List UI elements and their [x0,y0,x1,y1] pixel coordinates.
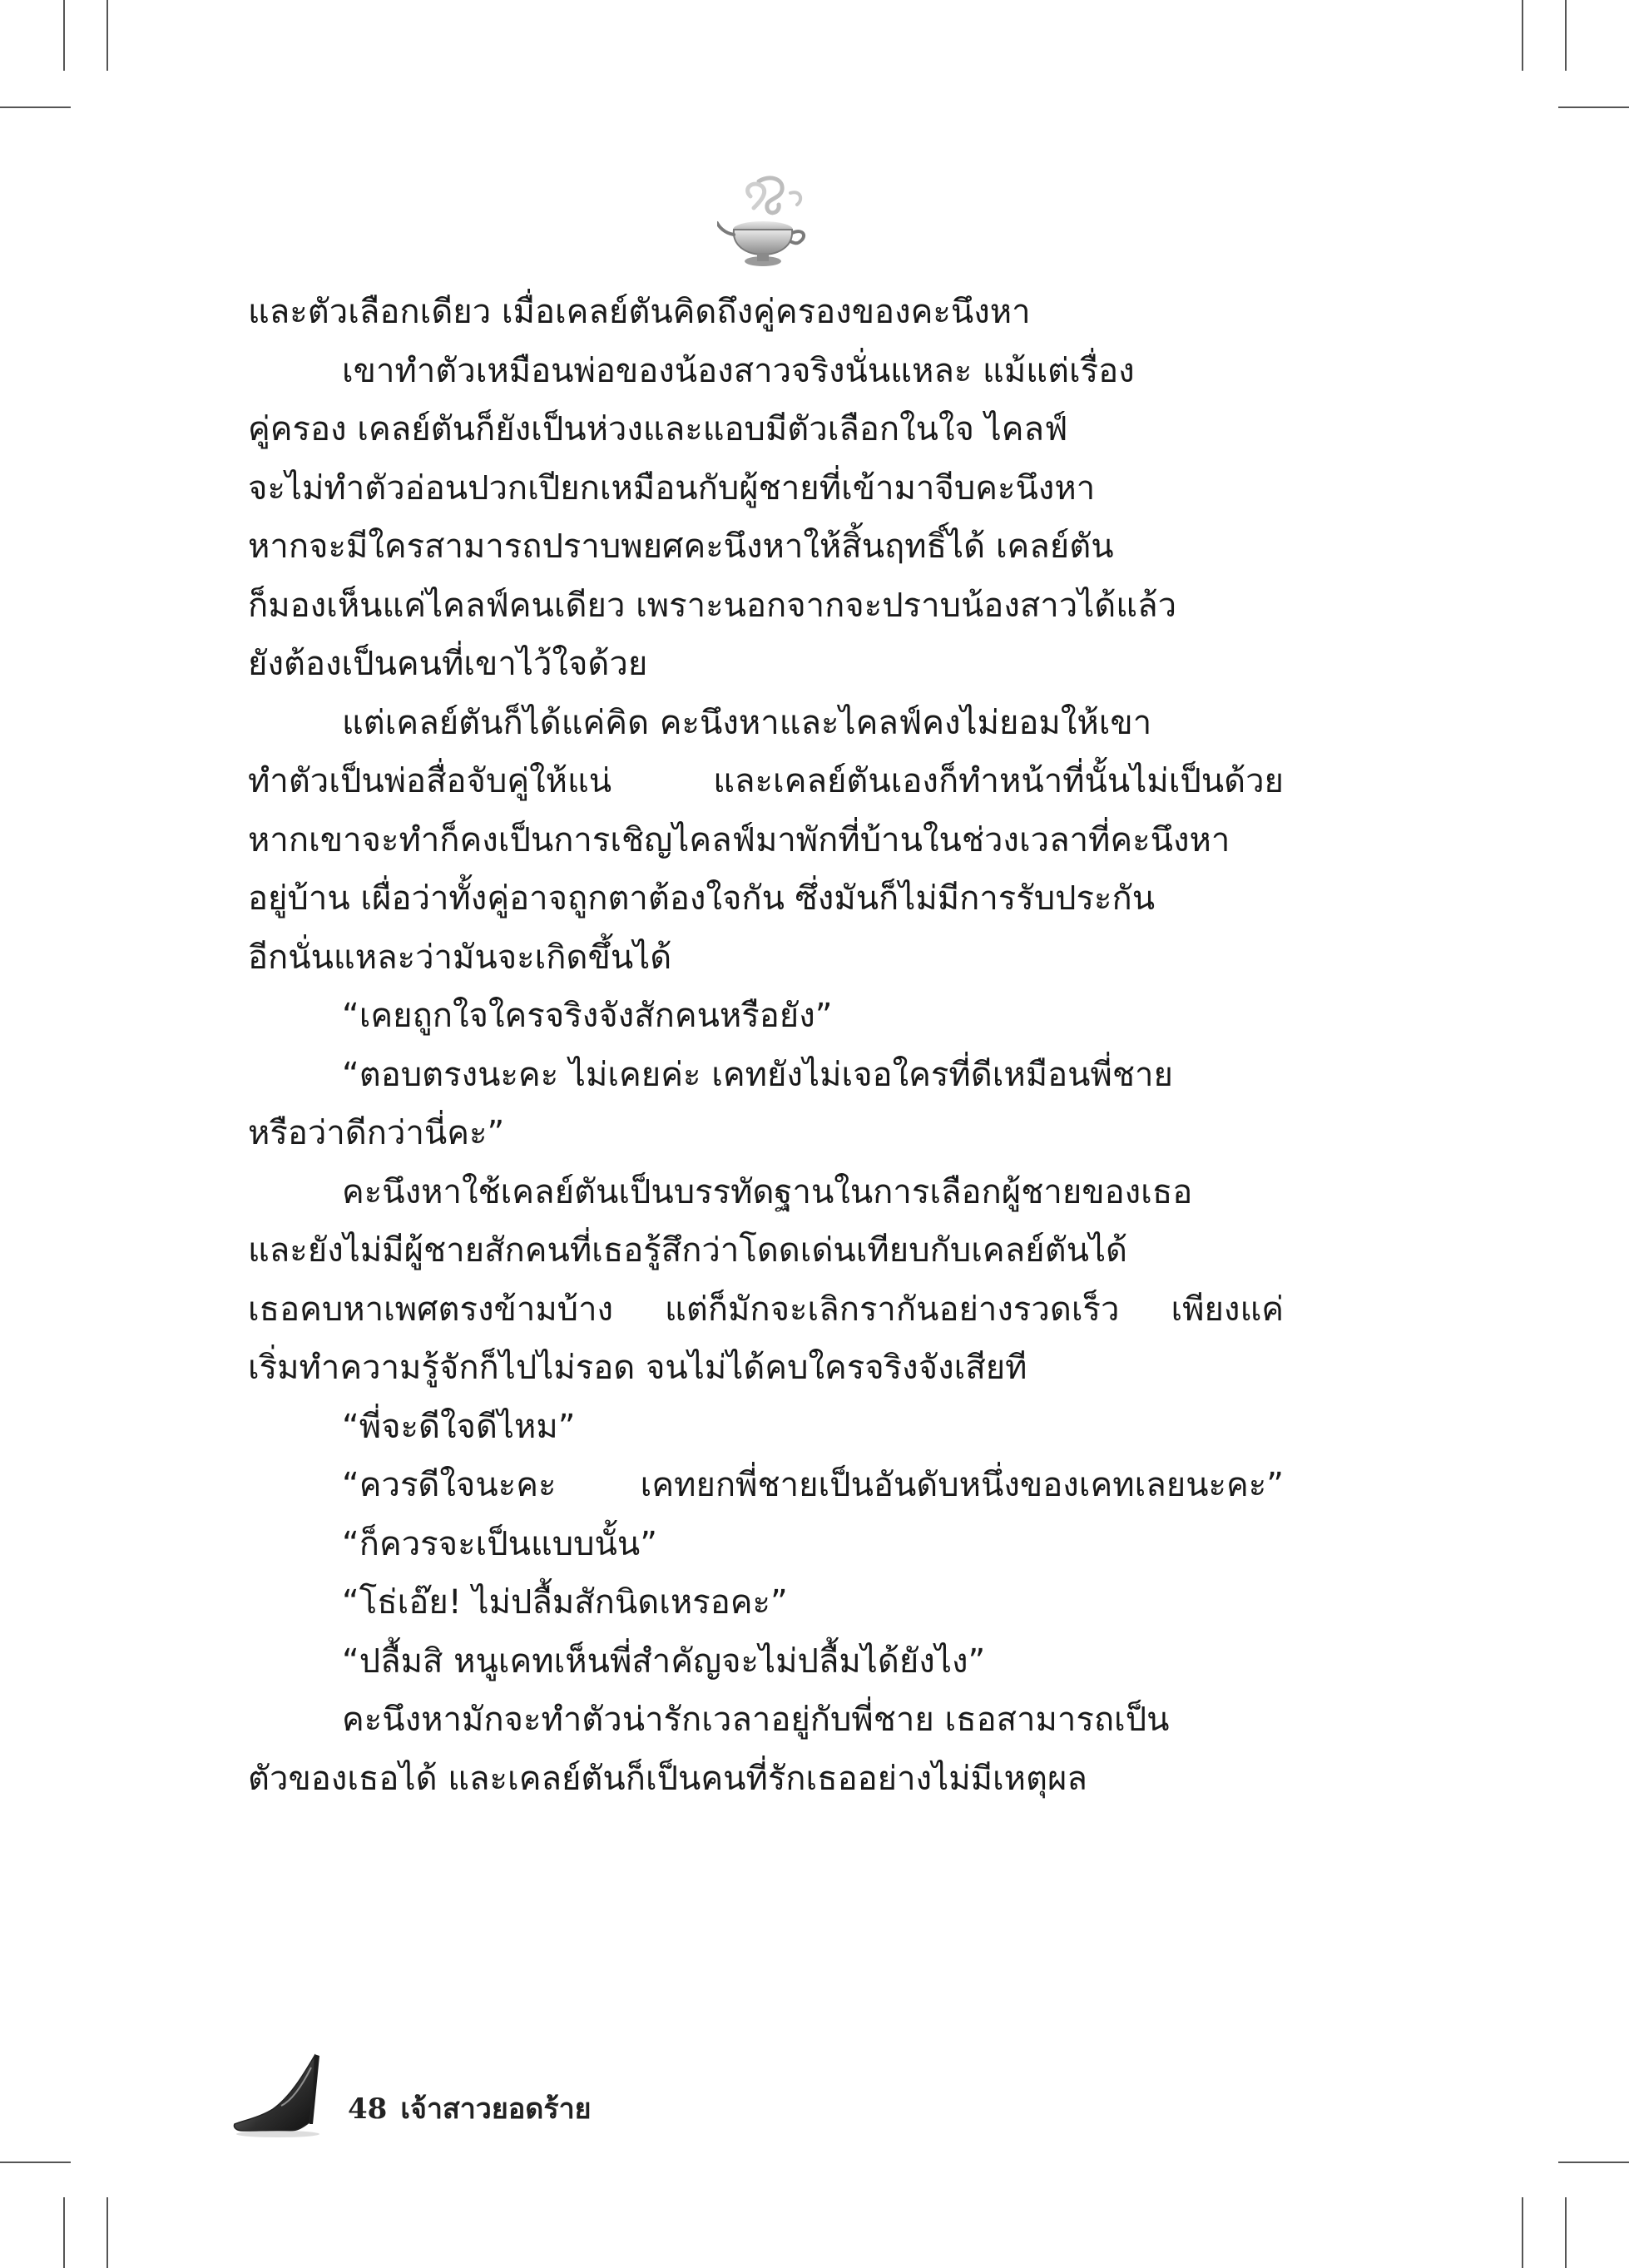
genie-lamp-icon [717,175,809,270]
crop-mark [63,2197,65,2268]
text-line: “ควรดีใจนะคะ เคทยกพี่ชายเป็นอันดับหนึ่งของเคทเลยนะคะ” [342,1466,1284,1504]
text-line: “ปลื้มสิ หนูเคทเห็นพี่สำคัญจะไม่ปลื้มได้ยังไง” [342,1642,986,1681]
text-line: คะนึงหาใช้เคลย์ตันเป็นบรรทัดฐานในการเลือกผู้ชายของเธอ [342,1172,1193,1211]
text-line: อีกนั่นแหละว่ามันจะเกิดขึ้นได้ [248,938,672,977]
text-line: “เคยถูกใจใครจริงจังสักคนหรือยัง” [342,997,833,1035]
text-line: เขาทำตัวเหมือนพ่อของน้องสาวจริงนั่นแหละ แม้แต่เรื่อง [342,351,1135,390]
text-line: เริ่มทำความรู้จักก็ไปไม่รอด จนไม่ได้คบใครจริงจังเสียที [248,1349,1027,1387]
text-line: “ก็ควรจะเป็นแบบนั้น” [342,1524,657,1563]
crop-mark [0,2162,71,2163]
text-line: หากจะมีใครสามารถปราบพยศคะนึงหาให้สิ้นฤทธิ์ได้ เคลย์ตัน [248,527,1114,566]
text-line: อยู่บ้าน เผื่อว่าทั้งคู่อาจถูกตาต้องใจกัน ซึ่งมันก็ไม่มีการรับประกัน [248,879,1156,918]
text-line: คู่ครอง เคลย์ตันก็ยังเป็นห่วงและแอบมีตัวเลือกในใจ ไคลฟ์ [248,410,1068,448]
crop-mark [1565,0,1567,71]
text-line: ยังต้องเป็นคนที่เขาไว้ใจด้วย [248,645,648,683]
crop-mark [1558,2162,1629,2163]
book-title: เจ้าสาวยอดร้าย [400,2092,592,2126]
text-line: ก็มองเห็นแค่ไคลฟ์คนเดียว เพราะนอกจากจะปราบน้องสาวได้แล้ว [248,586,1177,625]
crop-mark [106,2197,108,2268]
page-footer [231,2051,730,2142]
crop-mark [1522,0,1523,71]
text-line: แต่เคลย์ตันก็ได้แค่คิด คะนึงหาและไคลฟ์คงไม่ยอมให้เขา [342,703,1152,742]
text-line: และตัวเลือกเดียว เมื่อเคลย์ตันคิดถึงคู่ครองของคะนึงหา [248,293,1031,331]
body-text [248,283,1284,1808]
crop-mark [1522,2197,1523,2268]
crop-mark [1565,2197,1567,2268]
text-line: ตัวของเธอได้ และเคลย์ตันก็เป็นคนที่รักเธออย่างไม่มีเหตุผล [248,1759,1087,1798]
crop-mark [106,0,108,71]
crop-mark [63,0,65,71]
page-number: 48 [348,2092,388,2126]
text-line: เธอคบหาเพศตรงข้ามบ้าง แต่ก็มักจะเลิกรากันอย่างรวดเร็ว เพียงแค่ [248,1290,1284,1329]
text-line: “ตอบตรงนะคะ ไม่เคยค่ะ เคทยังไม่เจอใครที่ดีเหมือนพี่ชาย [342,1055,1173,1094]
text-line: “พี่จะดีใจดีไหม” [342,1407,576,1446]
text-line: หากเขาจะทำก็คงเป็นการเชิญไคลฟ์มาพักที่บ้านในช่วงเวลาที่คะนึงหา [248,820,1230,859]
crop-mark [1558,106,1629,108]
text-line: จะไม่ทำตัวอ่อนปวกเปียกเหมือนกับผู้ชายที่เข้ามาจีบคะนึงหา [248,468,1096,508]
text-line: ทำตัวเป็นพ่อสื่อจับคู่ให้แน่ และเคลย์ตันเองก็ทำหน้าที่นั้นไม่เป็นด้วย [248,762,1284,800]
text-line: “โธ่เอ๊ย! ไม่ปลื้มสักนิดเหรอคะ” [342,1583,788,1622]
text-line: และยังไม่มีผู้ชายสักคนที่เธอรู้สึกว่าโดดเด่นเทียบกับเคลย์ตันได้ [248,1231,1128,1270]
folio [348,2088,605,2130]
crop-mark [0,106,71,108]
high-heel-shoe-icon [231,2051,324,2142]
text-line: หรือว่าดีกว่านี่คะ” [248,1114,505,1152]
text-line: คะนึงหามักจะทำตัวน่ารักเวลาอยู่กับพี่ชาย เธอสามารถเป็น [342,1701,1170,1739]
